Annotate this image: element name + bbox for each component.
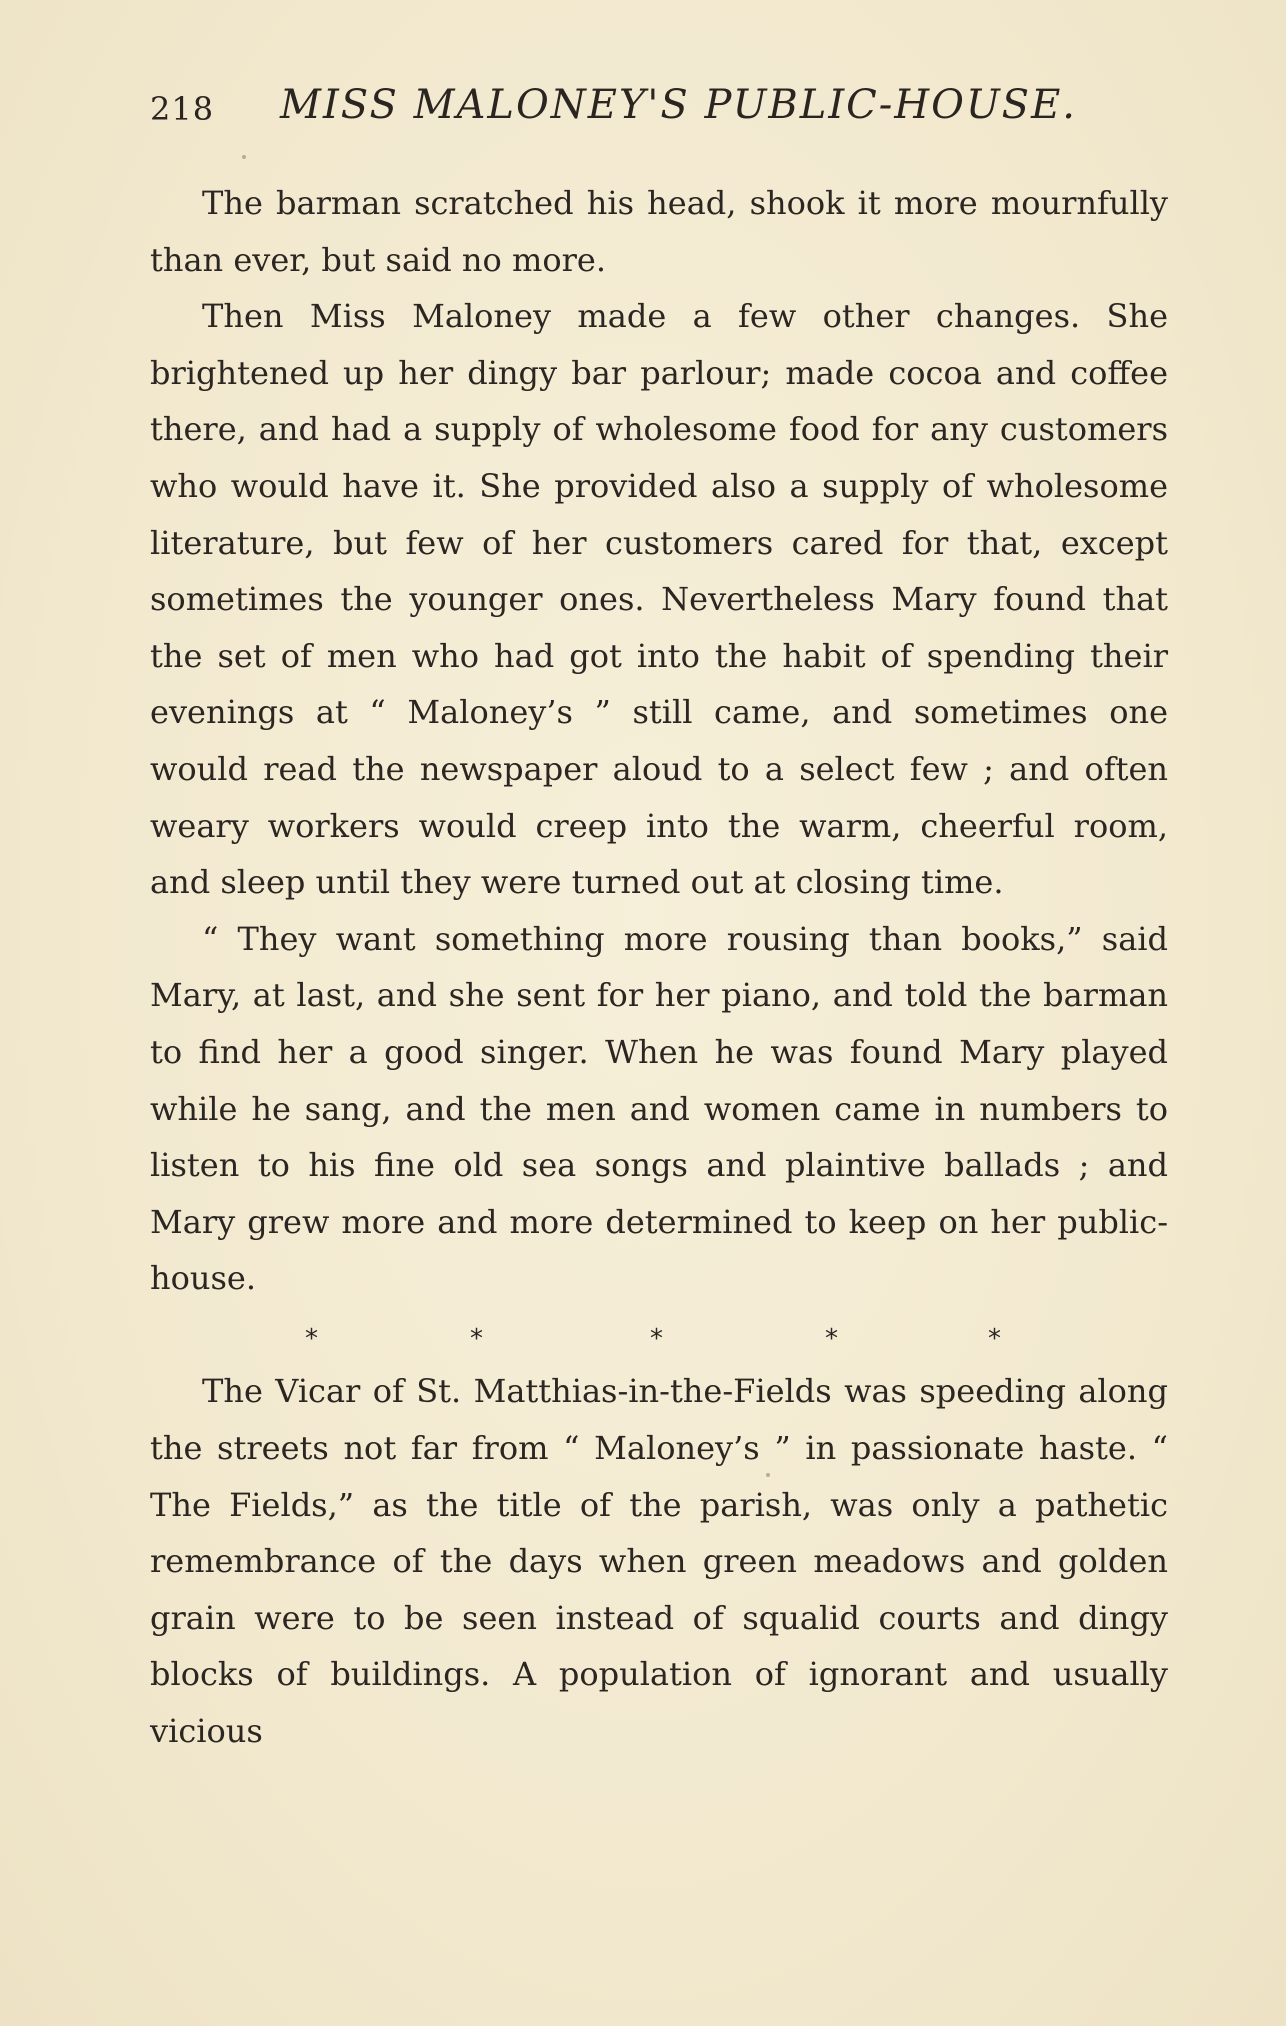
- paragraph-barman: The barman scratched his head, shook it more mournfully than ever, but said no more.: [150, 184, 1168, 279]
- running-title: MISS MALONEY'S PUBLIC-HOUSE.: [280, 82, 1077, 128]
- section-break-asterisk: *: [825, 1323, 838, 1354]
- section-break-asterisk: *: [470, 1323, 483, 1354]
- print-speck: [766, 1473, 770, 1477]
- section-break: [150, 1307, 1168, 1364]
- page-number: 218: [150, 90, 215, 128]
- section-break-asterisk: *: [650, 1323, 663, 1354]
- section-break-asterisk: *: [988, 1323, 1001, 1354]
- page-header: [150, 82, 1180, 142]
- paragraph-piano: “ They want something more rousing than books,” said Mary, at last, and she sent for her piano, and told the barman to find her a good singer. When he was found Mary played while he sang, and the men and women came in numbers to listen to his fine old sea songs and plaintive ballads ; and Mary grew more and more determined to keep on her public-house.: [150, 919, 1168, 1298]
- body-text: [150, 175, 1168, 1760]
- section-break-asterisk: *: [305, 1323, 318, 1354]
- paragraph-changes: Then Miss Maloney made a few other changes. She brightened up her dingy bar parlour; made cocoa and coffee there, and had a supply of wholesome food for any customers who would have it. She provided also a supply of wholesome literature, but few of her customers cared for that, except sometimes the younger ones. Nevertheless Mary found that the set of men who had got into the habit of spending their evenings at “ Maloney’s ” still came, and sometimes one would read the newspaper aloud to a select few ; and often weary workers would creep into the warm, cheerful room, and sleep until they were turned out at closing time.: [150, 297, 1168, 902]
- print-speck: [242, 155, 246, 159]
- paragraph-vicar: The Vicar of St. Matthias-in-the-Fields was speeding along the streets not far from “ Maloney’s ” in passionate haste. “ The Fields,” as the title of the parish, was only a pathetic remembrance of the days when green meadows and golden grain were to be seen instead of squalid courts and dingy blocks of buildings. A population of ignorant and usually vicious: [150, 1372, 1168, 1751]
